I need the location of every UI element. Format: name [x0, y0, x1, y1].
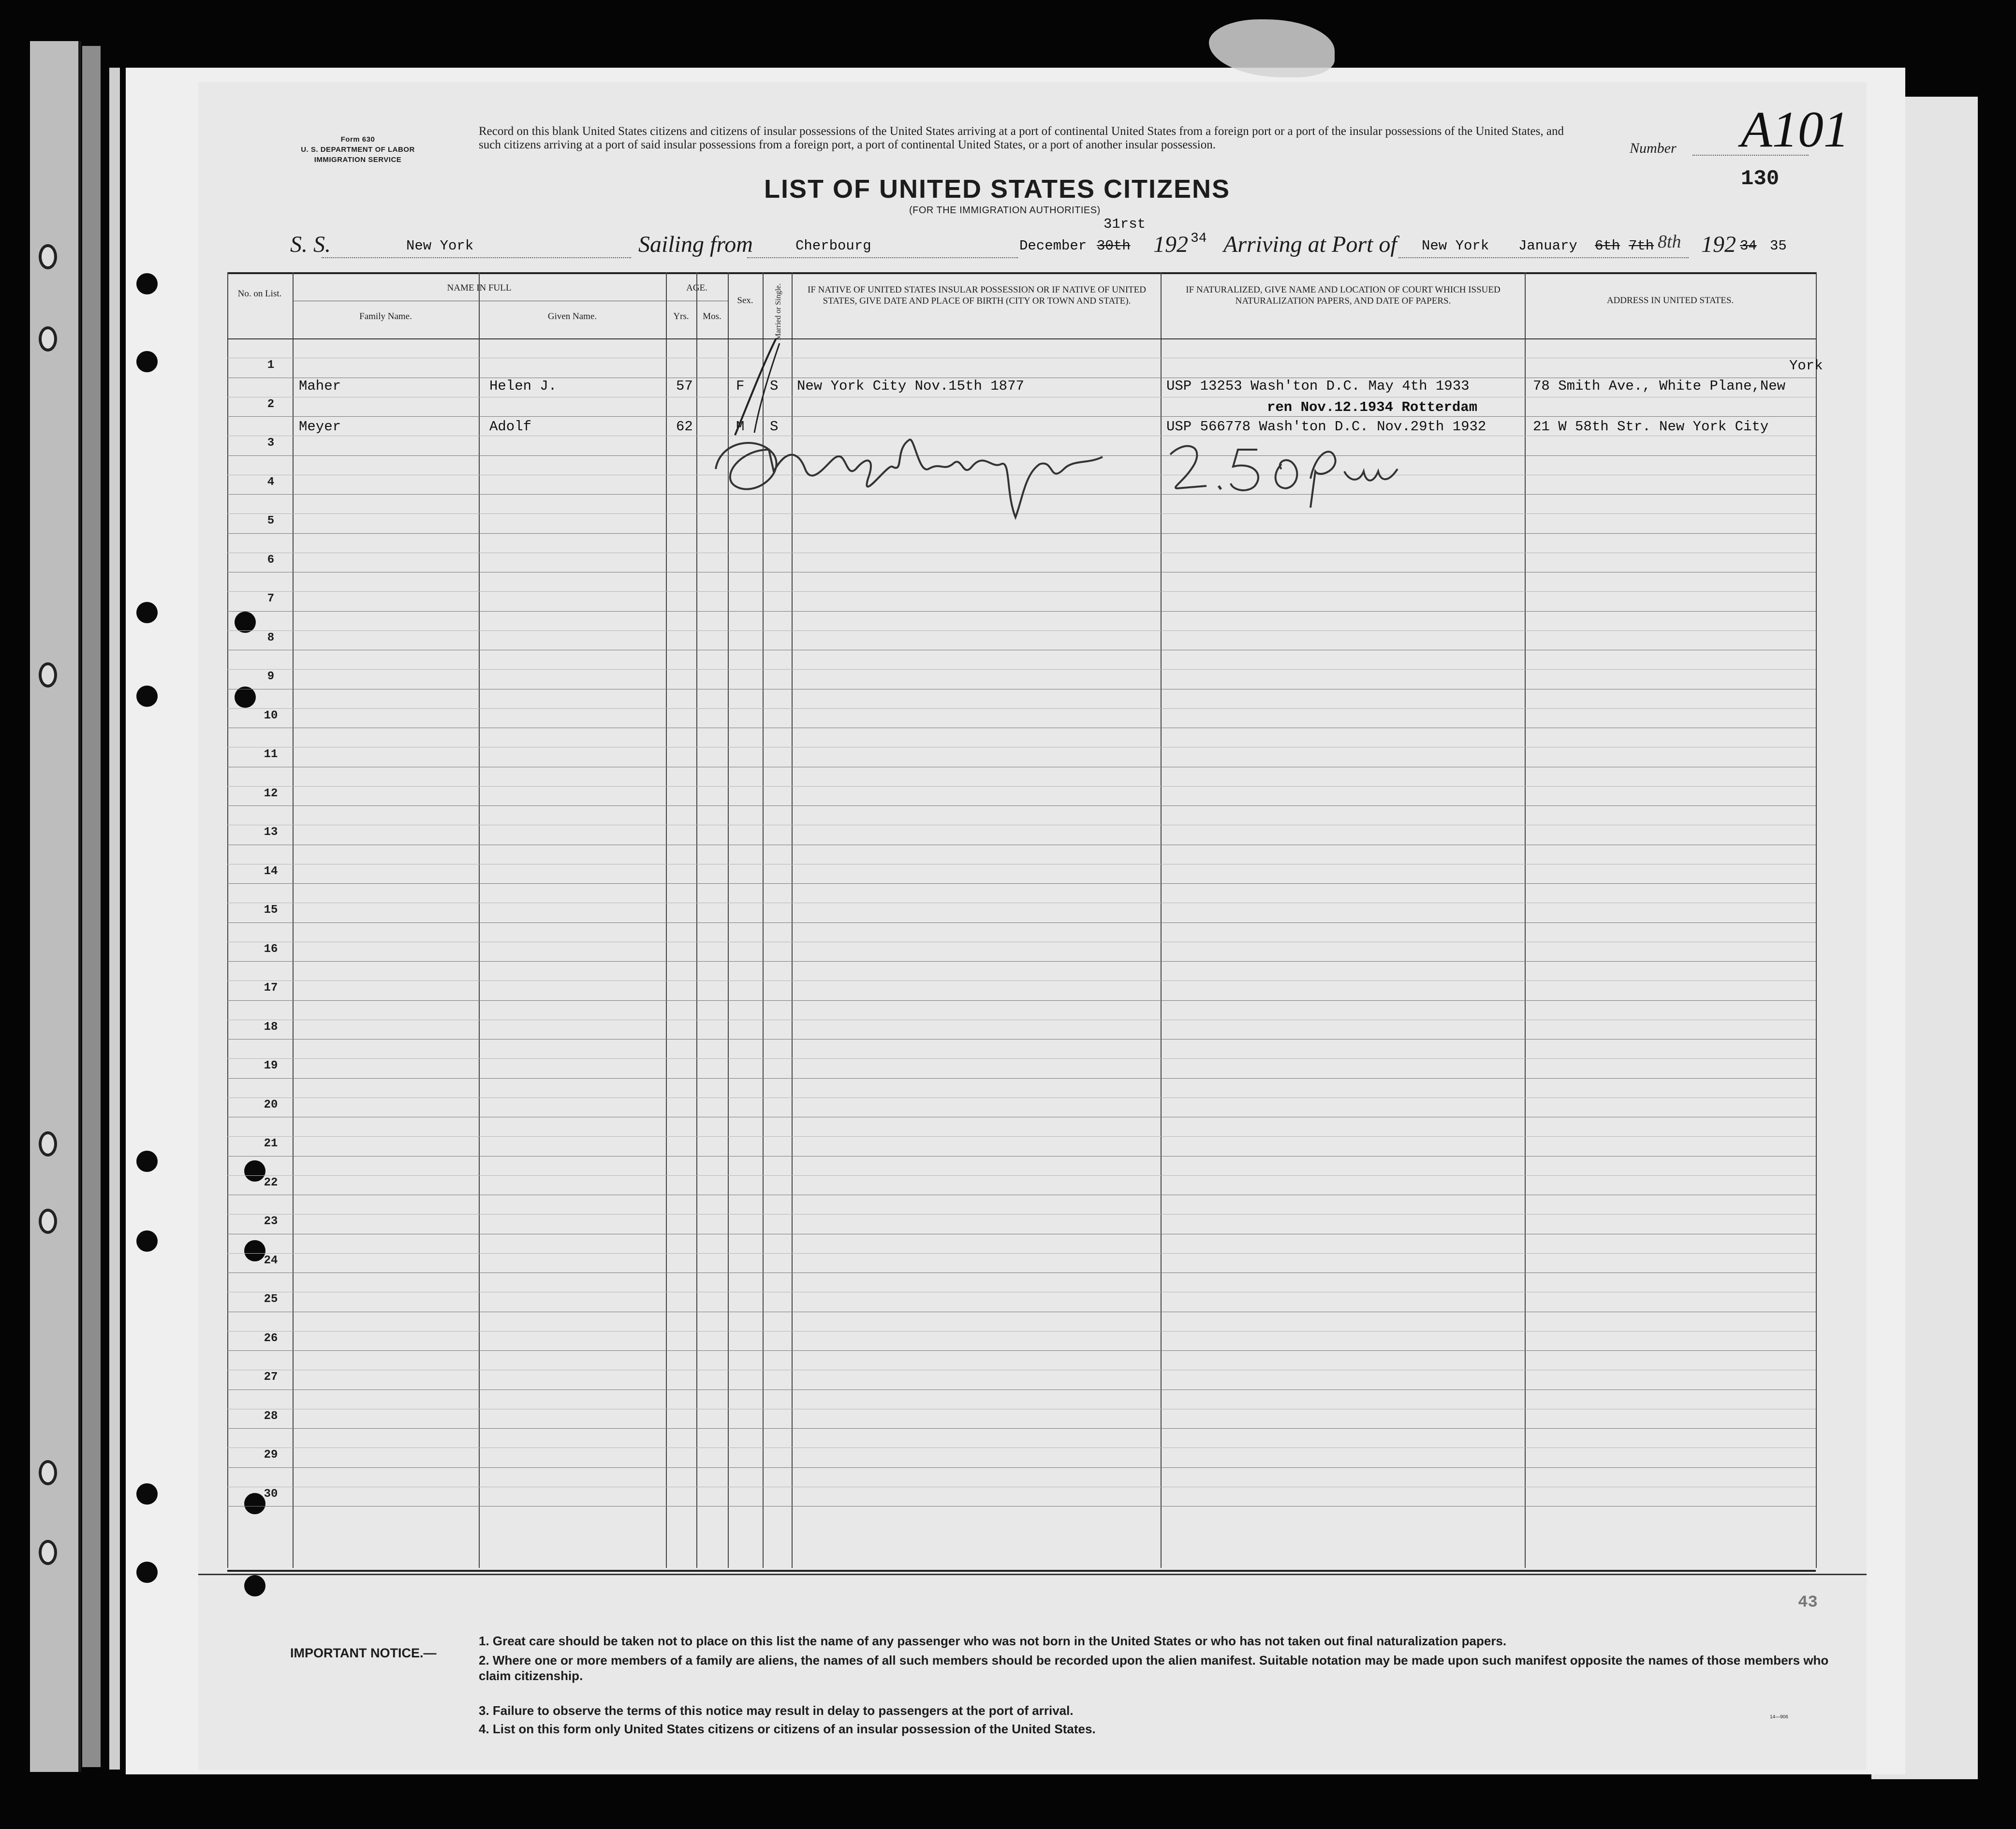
- stamp-number: 130: [1741, 167, 1780, 191]
- row-number: 4: [267, 475, 275, 489]
- binder-ring-icon: [39, 662, 57, 688]
- row-number: 18: [264, 1020, 278, 1034]
- punch-hole-icon: [136, 1151, 158, 1172]
- departure-month: December: [1019, 238, 1087, 254]
- notice-item-1: 1. Great care should be taken not to place on this list the name of any passenger who was not born in the United States or who has not taken out final naturalization papers.: [479, 1634, 1507, 1648]
- arrival-day-struck-1: 6th: [1595, 238, 1620, 254]
- row-number: 8: [267, 631, 275, 644]
- table-row: [227, 1506, 1816, 1507]
- arrival-day-handwritten: 8th: [1658, 232, 1681, 252]
- row-number: 30: [264, 1487, 278, 1501]
- table-row: [227, 1078, 1816, 1079]
- row-number: 9: [267, 670, 275, 684]
- row-guide-line: [227, 1097, 1816, 1098]
- row-number: 5: [267, 514, 275, 528]
- table-row: [227, 805, 1816, 806]
- entry-1-address: 78 Smith Ave., White Plane,New: [1533, 378, 1786, 394]
- entry-1-given-name: Helen J.: [489, 378, 557, 394]
- entry-1-address-top: York: [1789, 358, 1823, 374]
- entry-2-marital: S: [770, 419, 779, 435]
- entry-2-given-name: Adolf: [489, 419, 532, 435]
- col-header-naturalized: IF NATURALIZED, GIVE NAME AND LOCATION OF COURT WHICH ISSUED NATURALIZATION PAPERS, AND DATE OF PAPERS.: [1186, 285, 1501, 306]
- departure-day-struck: 30th: [1097, 238, 1131, 254]
- col-header-given: Given Name.: [547, 311, 597, 322]
- row-number: 28: [264, 1409, 278, 1423]
- ship-name: New York: [406, 238, 474, 254]
- row-number: 7: [267, 592, 275, 606]
- binder-strip-edge: [109, 68, 120, 1770]
- row-number: 17: [264, 981, 278, 995]
- table-row: [227, 1350, 1816, 1351]
- notice-item-2: 2. Where one or more members of a family are aliens, the names of all such members should be recorded upon the alien manifest. Suitable notation may be made upon such manifest opposite the names of those members who claim citizenship.: [479, 1653, 1829, 1683]
- table-row: [227, 961, 1816, 962]
- punch-hole-icon: [244, 1575, 265, 1596]
- entry-1-family-name: Maher: [299, 378, 341, 394]
- binder-ring-icon: [39, 1540, 57, 1565]
- notice-item-3: 3. Failure to observe the terms of this notice may result in delay to passengers at the port of arrival.: [479, 1703, 1074, 1718]
- table-row: [227, 883, 1816, 884]
- row-number: 27: [264, 1371, 278, 1384]
- col-header-married: Married or Single.: [774, 283, 782, 340]
- arrival-day-struck-2: 7th: [1629, 238, 1654, 254]
- col-divider: [696, 272, 697, 1568]
- form-id-block: [256, 134, 459, 165]
- row-number: 12: [264, 787, 278, 800]
- row-guide-line: [227, 1136, 1816, 1137]
- col-header-mos: Mos.: [703, 311, 721, 322]
- col-header-name: NAME IN FULL: [447, 283, 512, 293]
- row-guide-line: [227, 1175, 1816, 1176]
- row-number: 22: [264, 1176, 278, 1189]
- row-guide-line: [227, 630, 1816, 631]
- ship-underline: [322, 257, 631, 258]
- binder-ring-icon: [39, 1209, 57, 1234]
- row-number: 23: [264, 1215, 278, 1229]
- row-number: 2: [267, 397, 275, 411]
- binder-ring-icon: [39, 1131, 57, 1156]
- table-row: [227, 922, 1816, 923]
- number-underline: [1692, 155, 1809, 156]
- row-number: 10: [264, 709, 278, 722]
- arrival-year: 35: [1770, 238, 1787, 254]
- notice-item-4: 4. List on this form only United States citizens or citizens of an insular possession of the United States.: [479, 1722, 1096, 1736]
- row-number: 25: [264, 1293, 278, 1306]
- footer-rule: [198, 1574, 1867, 1575]
- ss-label: S. S.: [290, 232, 331, 257]
- binder-ring-icon: [39, 1460, 57, 1485]
- list-number: A101: [1741, 101, 1849, 158]
- table-row: [227, 533, 1816, 534]
- header-bottom-rule: [227, 338, 1816, 339]
- punch-hole-icon: [136, 1562, 158, 1583]
- form-instructions: Record on this blank United States citizens and citizens of insular possessions of the United States arriving at a port of continental United States from a foreign port or a port of the insular possessions of the United States, and such citizens arriving at a port of said insular possessions from a foreign port, a port of continental United States, or a port of another insular possession.: [479, 125, 1564, 151]
- punch-hole-icon: [136, 686, 158, 707]
- row-number: 6: [267, 553, 275, 567]
- binder-strip-shadow: [82, 46, 101, 1767]
- row-guide-line: [227, 669, 1816, 670]
- arrival-year-prefix: 192: [1701, 232, 1736, 257]
- number-label: Number: [1630, 140, 1677, 156]
- row-number: 11: [264, 748, 278, 761]
- arrival-year-struck: 34: [1740, 238, 1757, 254]
- arrival-port: New York: [1422, 238, 1489, 254]
- punch-hole-icon: [136, 1483, 158, 1505]
- entry-2-address: 21 W 58th Str. New York City: [1533, 419, 1769, 435]
- col-header-family: Family Name.: [359, 311, 412, 322]
- punch-hole-icon: [136, 351, 158, 372]
- arriving-label: Arriving at Port of: [1223, 232, 1397, 257]
- punch-hole-icon: [136, 273, 158, 294]
- entry-2-sex: M: [736, 419, 745, 435]
- row-number: 16: [264, 942, 278, 956]
- col-header-yrs: Yrs.: [673, 311, 689, 322]
- footer-code: 14—906: [1770, 1714, 1788, 1720]
- col-divider: [666, 272, 667, 1568]
- entry-2-family-name: Meyer: [299, 419, 341, 435]
- punch-hole-icon: [136, 1230, 158, 1252]
- row-guide-line: [227, 1058, 1816, 1059]
- arrival-underline: [1398, 257, 1689, 258]
- inspector-signature: [701, 430, 1136, 522]
- row-guide-line: [227, 980, 1816, 981]
- row-number: 29: [264, 1449, 278, 1462]
- row-number: 20: [264, 1098, 278, 1112]
- col-header-no: No. on List.: [237, 289, 282, 299]
- arrival-month: January: [1518, 238, 1577, 254]
- row-guide-line: [227, 708, 1816, 709]
- entry-1-sex: F: [736, 378, 745, 394]
- entry-1-age: 57: [676, 378, 693, 394]
- row-number: 24: [264, 1254, 278, 1267]
- binder-ring-icon: [39, 326, 57, 351]
- notice-heading: IMPORTANT NOTICE.—: [290, 1646, 437, 1660]
- row-number: 3: [267, 437, 275, 450]
- row-number: 14: [264, 864, 278, 878]
- table-row: [227, 611, 1816, 612]
- departure-year-prefix: 192: [1153, 232, 1188, 257]
- page-title: LIST OF UNITED STATES CITIZENS: [764, 175, 1230, 204]
- sailing-label: Sailing from: [638, 232, 753, 257]
- entry-1-naturalization: USP 13253 Wash'ton D.C. May 4th 1933: [1166, 378, 1470, 394]
- col-header-birth: IF NATIVE OF UNITED STATES INSULAR POSSESSION OR IF NATIVE OF UNITED STATES, GIVE DATE AND PLACE OF BIRTH (CITY OR TOWN AND STATE).: [808, 285, 1146, 306]
- col-divider: [1816, 272, 1817, 1568]
- table-row: [227, 1467, 1816, 1468]
- handwritten-note: [1161, 435, 1431, 508]
- punch-hole-icon: [136, 602, 158, 623]
- entry-1-birth: New York City Nov.15th 1877: [797, 378, 1024, 394]
- col-divider: [479, 272, 480, 1568]
- col-divider: [293, 272, 294, 1568]
- row-guide-line: [227, 591, 1816, 592]
- entry-2-naturalization: USP 566778 Wash'ton D.C. Nov.29th 1932: [1166, 419, 1486, 435]
- table-row: [227, 416, 1816, 417]
- entry-2-naturalization-note: ren Nov.12.1934 Rotterdam: [1267, 399, 1478, 415]
- row-number: 21: [264, 1137, 278, 1151]
- form-id-line: U. S. DEPARTMENT OF LABOR: [301, 146, 415, 154]
- departure-day-correction: 31rst: [1104, 216, 1146, 232]
- form-id-line: IMMIGRATION SERVICE: [314, 156, 402, 164]
- row-guide-line: [227, 786, 1816, 787]
- col-header-address: ADDRESS IN UNITED STATES.: [1606, 295, 1734, 306]
- entry-2-age: 62: [676, 419, 693, 435]
- row-number: 26: [264, 1332, 278, 1345]
- row-number: 15: [264, 904, 278, 917]
- sex-column-checkmark: [725, 334, 788, 440]
- sailing-underline: [747, 257, 1018, 258]
- row-guide-line: [227, 1331, 1816, 1332]
- row-number: 19: [264, 1059, 278, 1073]
- table-row: [227, 1000, 1816, 1001]
- binder-strip: [30, 41, 81, 1772]
- row-guide-line: [227, 1253, 1816, 1254]
- col-divider: [1525, 272, 1526, 1568]
- form-id-line: Form 630: [340, 135, 375, 144]
- col-header-sex: Sex.: [737, 295, 753, 306]
- col-header-age: AGE.: [686, 283, 707, 293]
- table-row: [227, 1428, 1816, 1429]
- page-number: 43: [1798, 1594, 1818, 1612]
- departure-year: 34: [1191, 231, 1207, 246]
- entry-1-marital: S: [770, 378, 779, 394]
- sailing-from: Cherbourg: [795, 238, 871, 254]
- binder-ring-icon: [39, 244, 57, 269]
- row-number: 1: [267, 359, 275, 372]
- page-subtitle: (FOR THE IMMIGRATION AUTHORITIES): [909, 205, 1101, 216]
- row-number: 13: [264, 826, 278, 839]
- col-divider: [227, 272, 228, 1568]
